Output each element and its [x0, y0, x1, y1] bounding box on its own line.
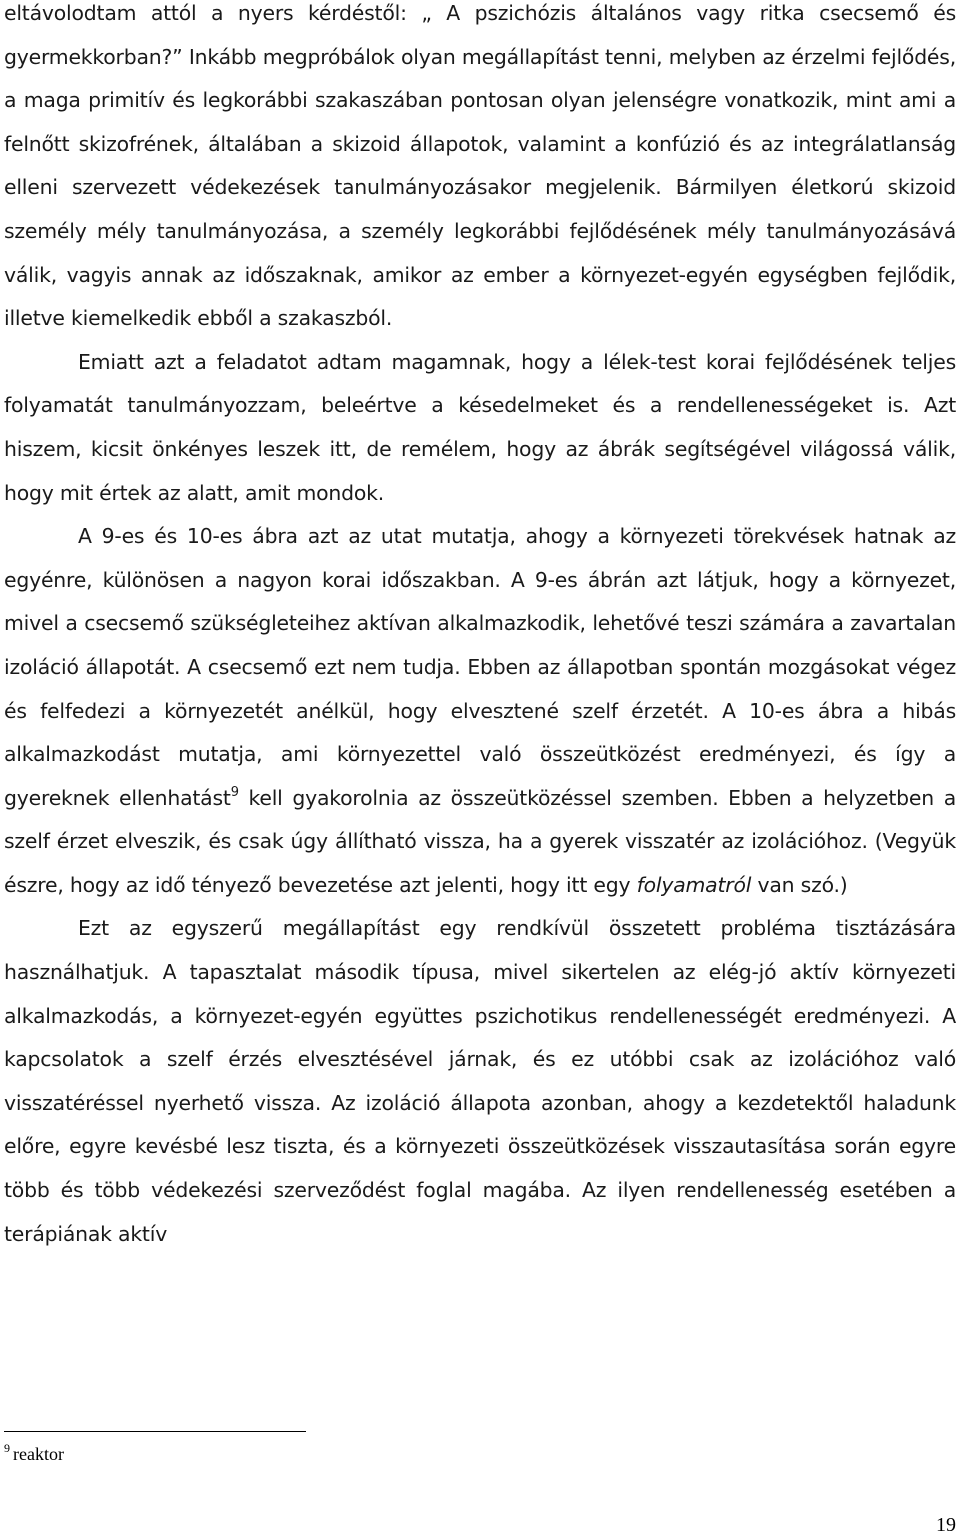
paragraph-1: eltávolodtam attól a nyers kérdéstől: „ A pszichózis általános vagy ritka csecsemő és gyermekkorban?” Inkább megpróbálok olyan megállapítást tenni, melyben az érzelmi fejlődés, a maga primitív és legkorábbi szakaszában pontosan olyan jelenségre vonatkozik, mint ami a felnőtt skizofrének, általában a skizoid állapotok, valamint a konfúzió és az integrálatlanság elleni szervezett védekezések tanulmányozásakor megjelenik. Bármilyen életkorú skizoid személy mély tanulmányozása, a személy legkorábbi fejlődésének mély tanulmányozásává válik, vagyis annak az időszaknak, amikor az ember a környezet-egyén egységben fejlődik, illetve kiemelkedik ebből a szakaszból.: [4, 1, 956, 331]
paragraph-3-text-a: A 9-es és 10-es ábra azt az utat mutatja, ahogy a környezeti törekvések hatnak az egyénre, különösen a nagyon korai időszakban. A 9-es ábrán azt látjuk, hogy a környezet, mivel a csecsemő szükségleteihez aktívan alkalmazkodik, lehetővé teszi számára a zavartalan izoláció állapotát. A csecsemő ezt nem tudja. Ebben az állapotban spontán mozgásokat végez és felfedezi a környezetét anélkül, hogy elvesztené szelf érzetét. A 10-es ábra a hibás alkalmazkodást mutatja, ami környezettel való összeütközést eredményezi, és így a gyereknek ellenhatást: [4, 524, 956, 810]
body-text: [4, 0, 956, 1256]
paragraph-3-text-c: van szó.): [751, 872, 848, 897]
page-number: 19: [936, 1514, 956, 1536]
paragraph-3: [4, 515, 956, 907]
footnote-number: 9: [4, 1441, 10, 1455]
paragraph-3-italic: folyamatról: [636, 872, 752, 897]
footnote-text: reaktor: [13, 1444, 64, 1464]
footnote-reference[interactable]: 9: [230, 784, 239, 800]
paragraph-3-text-b: kell gyakorolnia az összeütközéssel szemben. Ebben a helyzetben a szelf érzet elveszik, és csak úgy állítható vissza, ha a gyerek visszatér az izolációhoz. (Vegyük észre, hogy az idő tényező bevezetése azt jelenti, hogy itt egy: [4, 785, 956, 897]
paragraph-2: Emiatt azt a feladatot adtam magamnak, hogy a lélek-test korai fejlődésének teljes folyamatát tanulmányozzam, beleértve a késedelmeket és a rendellenességeket is. Azt hiszem, kicsit önkényes leszek itt, de remélem, hogy az ábrák segítségével világossá válik, hogy mit értek az alatt, amit mondok.: [4, 349, 956, 505]
footnote-divider: [4, 1431, 306, 1432]
footnote: [4, 1441, 64, 1465]
paragraph-4: Ezt az egyszerű megállapítást egy rendkívül összetett probléma tisztázására használhatjuk. A tapasztalat második típusa, mivel sikertelen az elég-jó aktív környezeti alkalmazkodás, a környezet-egyén együttes pszichotikus rendellenességét eredményezi. A kapcsolatok a szelf érzés elvesztésével járnak, és ez utóbbi csak az izolációhoz való visszatéréssel nyerhető vissza. Az izoláció állapota azonban, ahogy a kezdetektől haladunk előre, egyre kevésbé lesz tiszta, és a környezeti összeütközések visszautasítása során egyre több és több védekezési szerveződést foglal magába. Az ilyen rendellenesség esetében a terápiának aktív: [4, 916, 956, 1246]
